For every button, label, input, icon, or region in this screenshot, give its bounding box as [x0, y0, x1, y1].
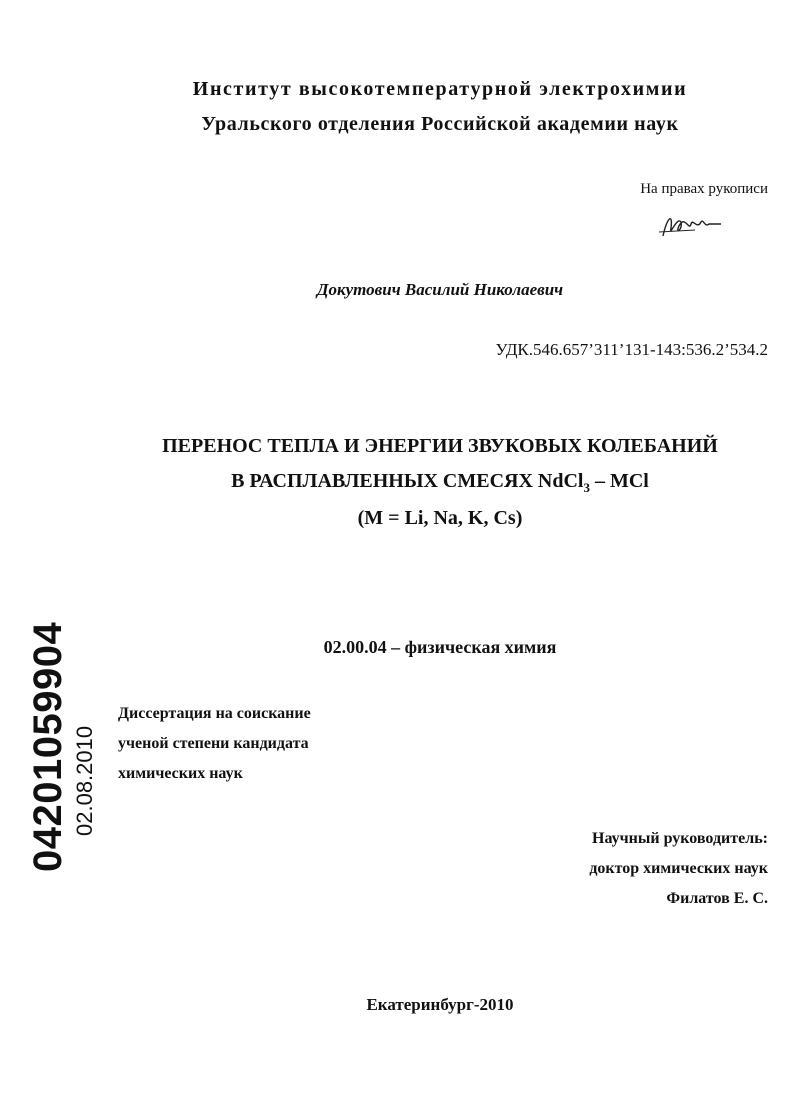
title-subscript: 3 [583, 480, 590, 495]
title-line-3: (M = Li, Na, K, Cs) [357, 507, 523, 529]
supervisor-rank: доктор химических наук [589, 860, 768, 877]
title-line-2-suffix: – MCl [589, 470, 649, 492]
library-stamp-date: 02.08.2010 [72, 725, 97, 836]
title-line-2-text: В РАСПЛАВЛЕННЫХ СМЕСЯХ NdCl [231, 470, 584, 492]
signature [655, 208, 725, 244]
specialty: 02.00.04 – физическая химия [323, 637, 557, 657]
institute-line-2: Уральского отделения Российской академии наук [201, 113, 679, 135]
title-line-1: ПЕРЕНОС ТЕПЛА И ЭНЕРГИИ ЗВУКОВЫХ КОЛЕБАНИЙ [162, 435, 718, 457]
degree-line-1: Диссертация на соискание [118, 705, 311, 722]
degree-line-2: ученой степени кандидата [118, 735, 309, 752]
library-stamp-number: 04201059904 [26, 621, 70, 872]
institute-line-1: Институт высокотемпературной электрохимии [192, 78, 688, 100]
udk-code: УДК.546.657’311’131-143:536.2’534.2 [495, 340, 768, 359]
title-line-2 [80, 470, 799, 496]
city-year: Екатеринбург-2010 [366, 995, 514, 1014]
author-name: Докутович Василий Николаевич [316, 280, 564, 299]
degree-line-3: химических наук [118, 765, 243, 782]
manuscript-note: На правах рукописи [640, 181, 768, 197]
supervisor-name: Филатов Е. С. [666, 890, 768, 907]
supervisor-label: Научный руководитель: [592, 830, 768, 847]
